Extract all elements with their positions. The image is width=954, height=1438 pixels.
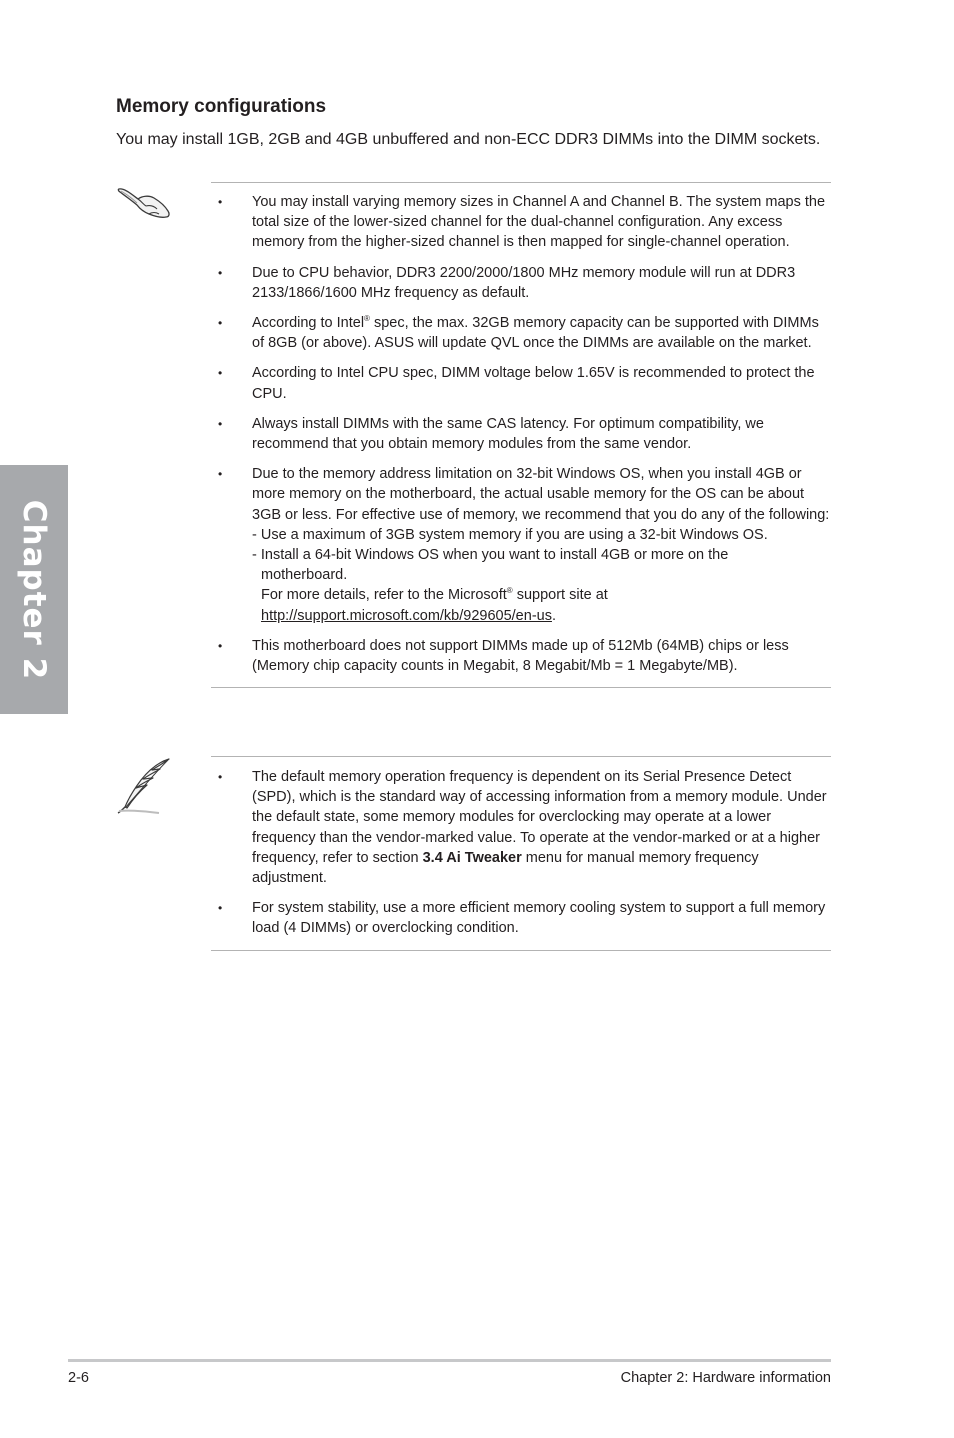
item-text: support site at	[512, 587, 608, 604]
link-period: .	[551, 607, 556, 624]
list-item: • You may install varying memory sizes in Channel A and Channel B. The system maps the total size of the lower-sized channel for the dual-channel configuration. Any excess memory from the higher-sized channel is then mapped for single-channel operation.	[211, 192, 831, 253]
list-item: • According to Intel CPU spec, DIMM voltage below 1.65V is recommended to protect the CPU.	[211, 363, 831, 403]
registered-mark: ®	[364, 314, 370, 324]
list-item: • This motherboard does not support DIMMs made up of 512Mb (64MB) chips or less (Memory chip capacity counts in Megabit, 8 Megabit/Mb = 1 Megabyte/MB).	[211, 636, 831, 676]
caution-box	[211, 182, 831, 688]
chapter-side-tab	[0, 465, 68, 714]
feather-quill-icon	[113, 757, 173, 815]
caution-list	[211, 192, 831, 676]
item-text: • Due to the memory address limitation on 32-bit Windows OS, when you install 4GB or more memory on the motherboard, the actual usable memory for the OS can be about 3GB or less. For effective use of memory, we recommend that you do any of the following:	[252, 466, 830, 523]
section-reference: 3.4 Ai Tweaker	[422, 849, 522, 866]
microsoft-support-link[interactable]: http://support.microsoft.com/kb/929605/en-us	[261, 607, 552, 624]
item-text: For more details, refer to the Microsoft	[261, 587, 507, 604]
registered-mark: ®	[506, 586, 513, 596]
sub-option: - Install a 64-bit Windows OS when you want to install 4GB or more on the	[252, 547, 729, 564]
section-title: Memory configurations	[116, 96, 327, 117]
list-item: • Due to CPU behavior, DDR3 2200/2000/1800 MHz memory module will run at DDR3 2133/1866/1600 MHz frequency as default.	[211, 263, 831, 303]
item-text: The default memory operation frequency is dependent on its Serial Presence Detect (SPD), which is the standard way of accessing information from a memory module. Under the default state, some memory modules for overclocking may operate at a lower frequency than the vendor-marked value. To operate at the vendor-marked or at a higher frequency, refer to section	[252, 769, 827, 866]
section-intro: You may install 1GB, 2GB and 4GB unbuffered and non-ECC DDR3 DIMMs into the DIMM sockets.	[116, 131, 821, 148]
page-number: 2-6	[68, 1370, 89, 1386]
sub-option: - Use a maximum of 3GB system memory if you are using a 32-bit Windows OS.	[252, 526, 768, 543]
chapter-tab-label: Chapter 2	[16, 499, 52, 680]
link-line	[252, 606, 831, 626]
item-text: According to Intel	[252, 315, 365, 332]
note-list	[211, 767, 831, 939]
list-item: • For system stability, use a more efficient memory cooling system to support a full memory load (4 DIMMs) or overclocking condition.	[211, 898, 831, 938]
sub-option-continued: motherboard.	[261, 567, 348, 584]
more-details-line	[252, 585, 831, 605]
list-item: • Always install DIMMs with the same CAS latency. For optimum compatibility, we recommend that you obtain memory modules from the same vendor.	[211, 414, 831, 454]
hand-pointing-icon	[116, 184, 172, 220]
list-item	[211, 464, 831, 626]
footer-chapter-title: Chapter 2: Hardware information	[620, 1370, 831, 1386]
footer-divider	[68, 1359, 831, 1362]
list-item	[211, 313, 831, 353]
note-box	[211, 756, 831, 951]
list-item	[211, 767, 831, 888]
item-text: menu for manual memory frequency adjustment.	[252, 849, 759, 887]
item-text: spec, the max. 32GB memory capacity can be supported with DIMMs of 8GB (or above). ASUS will update QVL once the DIMMs are available on the market.	[252, 315, 819, 352]
